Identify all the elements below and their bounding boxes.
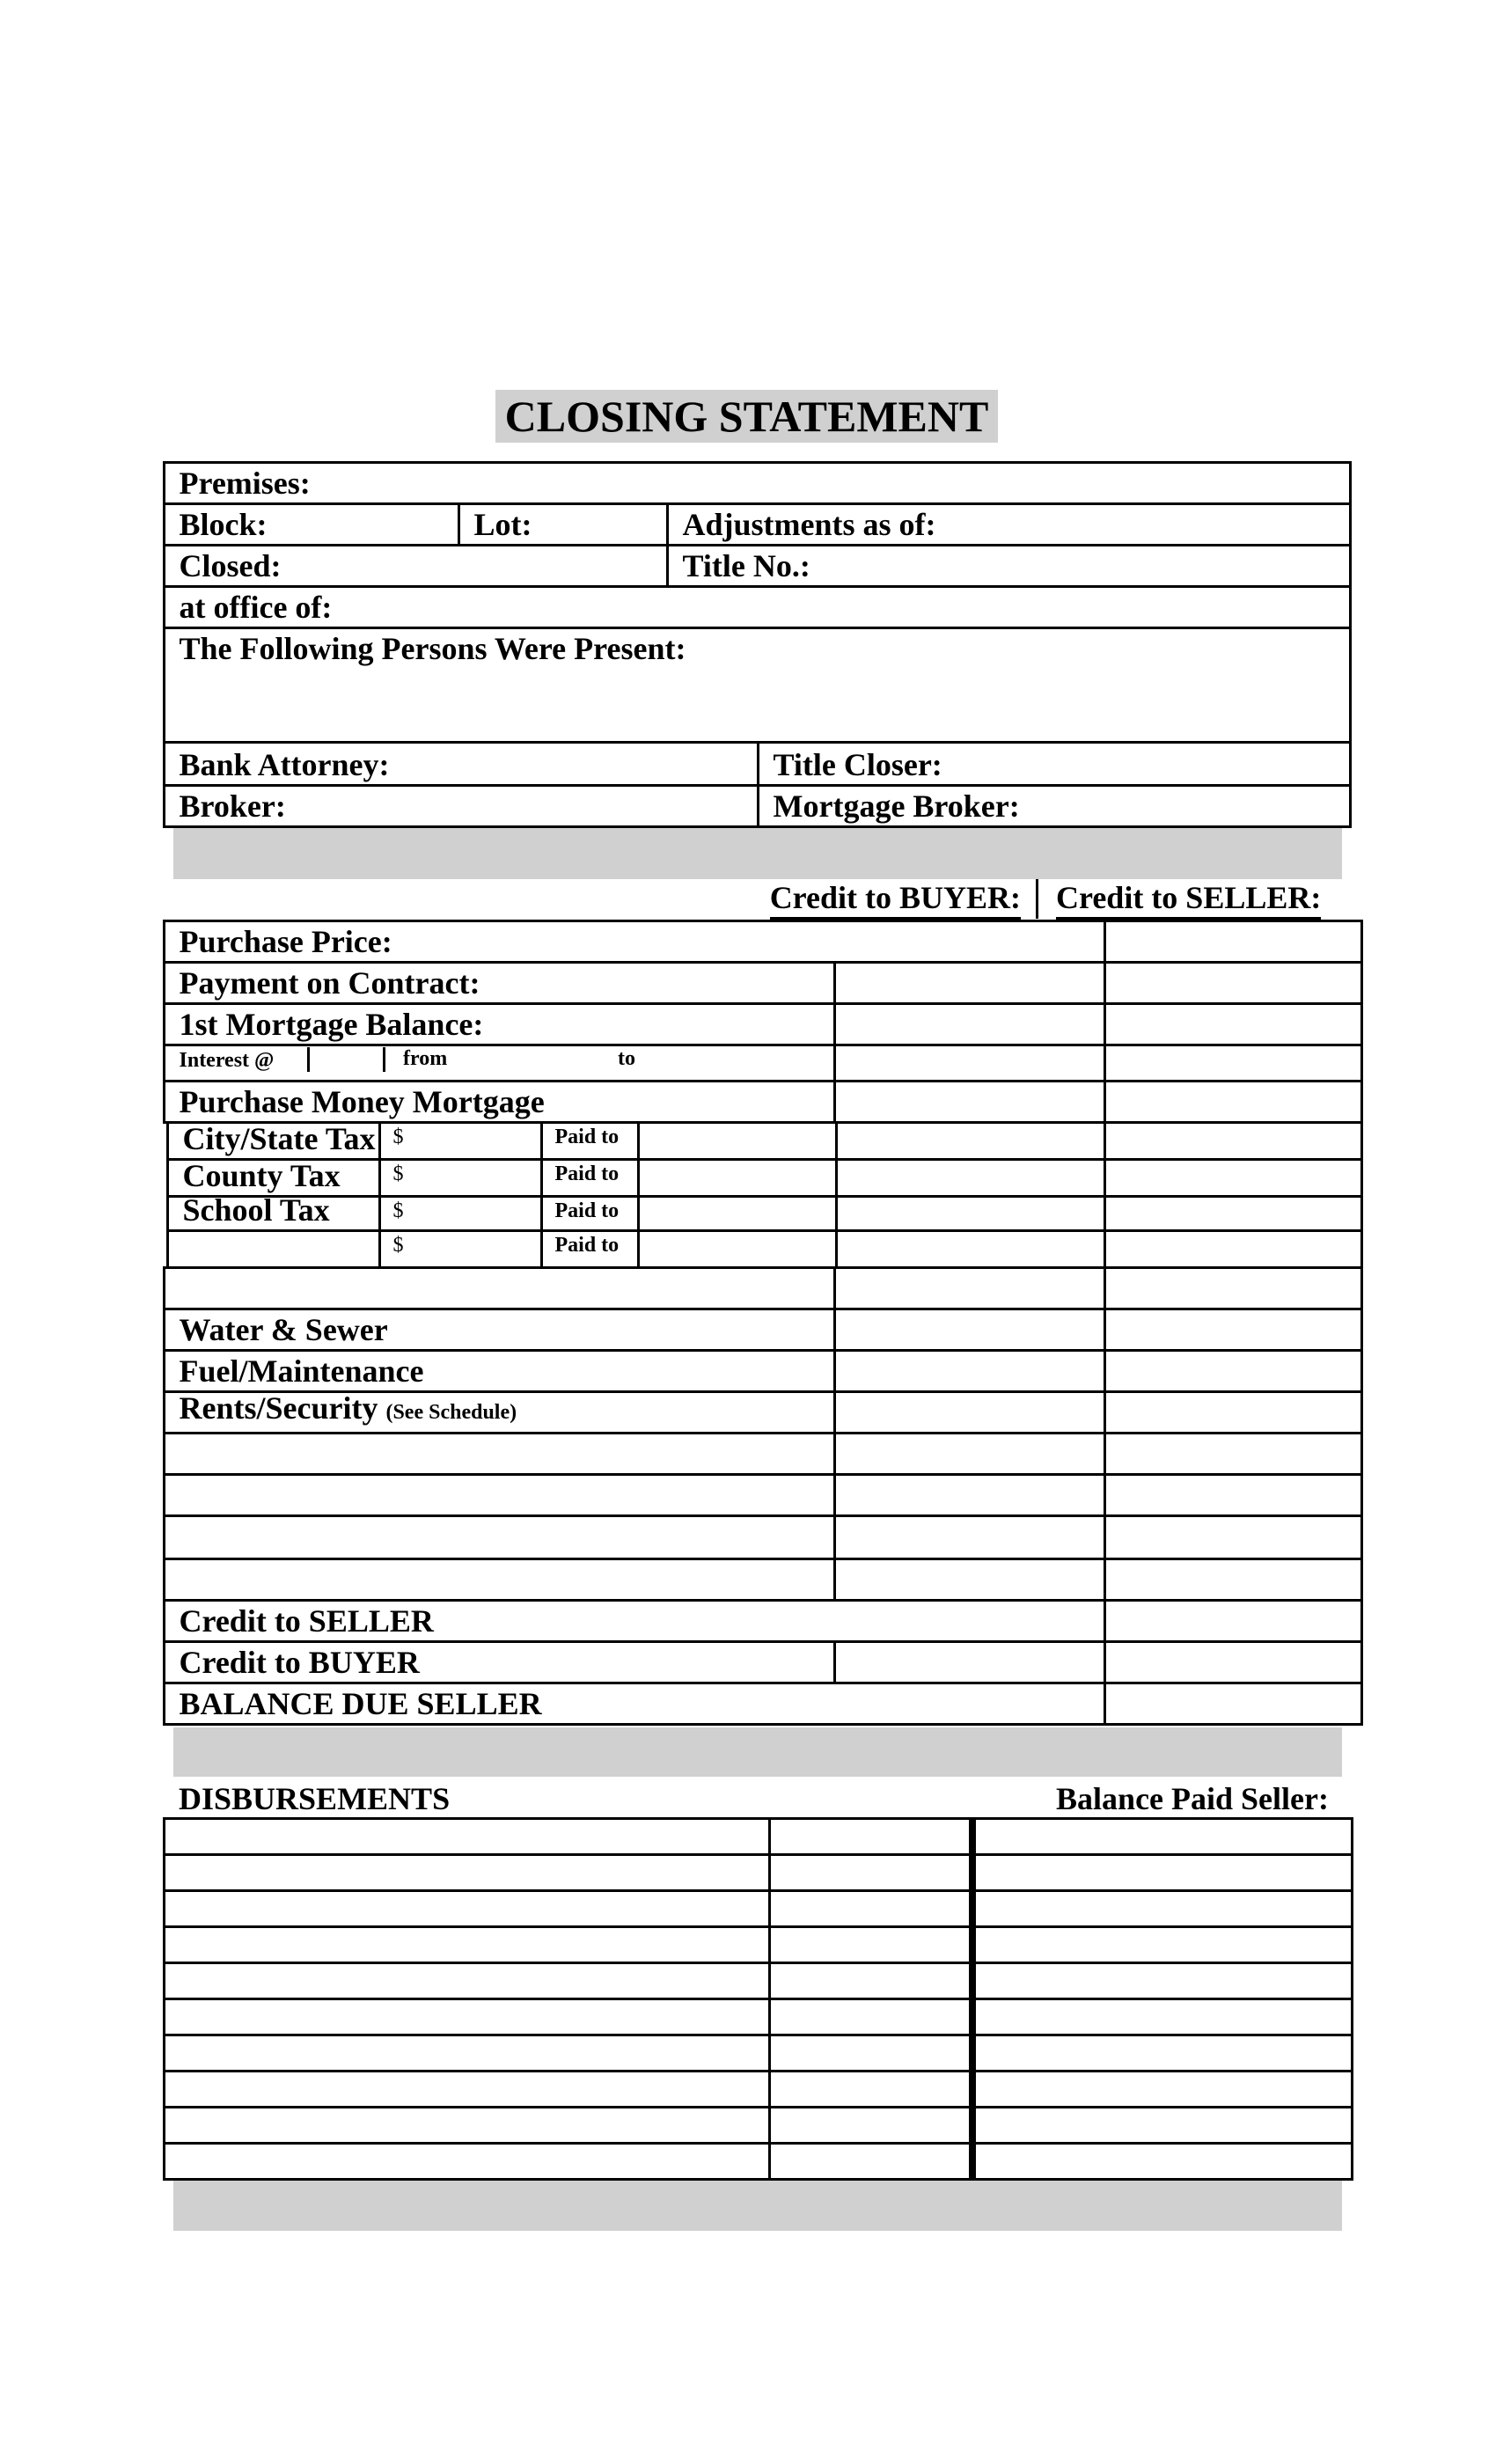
disbursement-amount-cell[interactable] bbox=[768, 1962, 974, 2000]
buyer-credit-cell[interactable] bbox=[833, 1390, 1106, 1434]
seller-credit-cell[interactable] bbox=[1104, 1308, 1363, 1352]
paid-to-label: Paid to bbox=[554, 1199, 620, 1222]
closed-field[interactable] bbox=[163, 544, 669, 588]
disbursement-description-cell[interactable] bbox=[163, 1889, 771, 1928]
disbursement-amount-cell[interactable] bbox=[768, 1998, 974, 2036]
disbursements-header: DISBURSEMENTS bbox=[179, 1781, 451, 1816]
blank-row[interactable] bbox=[163, 1558, 836, 1602]
balance-paid-cell[interactable] bbox=[972, 1889, 1353, 1928]
block-field[interactable] bbox=[163, 502, 460, 546]
balance-paid-cell[interactable] bbox=[972, 1998, 1353, 2036]
office-field[interactable] bbox=[163, 585, 1352, 629]
adjustments-field-label: Adjustments as of: bbox=[682, 506, 936, 542]
paid-to-label: Paid to bbox=[554, 1162, 620, 1185]
thick-column-divider bbox=[969, 1818, 976, 2180]
disbursement-amount-cell[interactable] bbox=[768, 2106, 974, 2145]
seller-credit-cell[interactable] bbox=[1104, 920, 1363, 964]
premises-field-label: Premises: bbox=[179, 465, 311, 501]
persons-present-field[interactable] bbox=[163, 627, 1352, 744]
interest-to-label: to bbox=[618, 1047, 635, 1070]
interest-row-label: Interest @ bbox=[179, 1048, 275, 1072]
paid-to-label-cell[interactable] bbox=[540, 1195, 640, 1232]
disbursement-description-cell[interactable] bbox=[163, 1962, 771, 2000]
buyer-credit-cell[interactable] bbox=[833, 1002, 1106, 1046]
seller-credit-cell[interactable] bbox=[1104, 1349, 1363, 1393]
separator-band bbox=[173, 1727, 1342, 1777]
seller-credit-cell[interactable] bbox=[1104, 1514, 1363, 1560]
water-sewer-row[interactable] bbox=[163, 1308, 836, 1352]
balance-paid-cell[interactable] bbox=[972, 1925, 1353, 1964]
tax-amount-cell[interactable] bbox=[378, 1158, 543, 1198]
seller-credit-cell[interactable] bbox=[1104, 1158, 1363, 1198]
tax-name-cell[interactable] bbox=[166, 1192, 381, 1232]
seller-credit-cell[interactable] bbox=[1104, 1121, 1363, 1161]
seller-credit-cell[interactable] bbox=[1104, 1229, 1363, 1269]
tax-name-cell-label: School Tax bbox=[182, 1192, 330, 1228]
interest-from-label: from bbox=[403, 1047, 448, 1070]
balance-paid-cell[interactable] bbox=[972, 2106, 1353, 2145]
credit-buyer-row[interactable] bbox=[163, 1640, 836, 1684]
credit-seller-row-label: Credit to SELLER bbox=[179, 1602, 434, 1639]
disbursement-amount-cell[interactable] bbox=[768, 2034, 974, 2072]
paid-to-label: Paid to bbox=[554, 1125, 620, 1148]
balance-paid-cell[interactable] bbox=[972, 1962, 1353, 2000]
buyer-credit-cell[interactable] bbox=[835, 1121, 1106, 1161]
interest-rate-box-right[interactable] bbox=[383, 1047, 385, 1072]
fuel-maintenance-row[interactable] bbox=[163, 1349, 836, 1393]
paid-to-field[interactable] bbox=[637, 1121, 838, 1161]
separator-band bbox=[173, 828, 1342, 879]
premises-field[interactable] bbox=[163, 461, 1352, 505]
purchase-price-row[interactable] bbox=[163, 920, 1106, 964]
tax-amount-cell[interactable] bbox=[378, 1229, 543, 1269]
page-title: CLOSING STATEMENT bbox=[495, 390, 998, 443]
buyer-credit-cell[interactable] bbox=[833, 1514, 1106, 1560]
disbursement-description-cell[interactable] bbox=[163, 2070, 771, 2108]
seller-credit-cell[interactable] bbox=[1104, 1002, 1363, 1046]
seller-credit-cell[interactable] bbox=[1104, 1080, 1363, 1124]
rents-security-row-label: Rents/Security (See Schedule) bbox=[179, 1390, 517, 1426]
disbursement-amount-cell[interactable] bbox=[768, 2070, 974, 2108]
dollar-sign: $ bbox=[392, 1162, 404, 1185]
purchase-price-row-label: Purchase Price: bbox=[179, 923, 392, 959]
blank-row[interactable] bbox=[163, 1432, 836, 1476]
buyer-credit-cell[interactable] bbox=[833, 1558, 1106, 1602]
balance-due-seller-row[interactable] bbox=[163, 1682, 1106, 1726]
buyer-credit-cell[interactable] bbox=[835, 1229, 1106, 1269]
closed-field-label: Closed: bbox=[179, 547, 282, 583]
seller-credit-cell[interactable] bbox=[1104, 1044, 1363, 1082]
title-no-field[interactable] bbox=[666, 544, 1352, 588]
lot-field-label: Lot: bbox=[473, 506, 532, 542]
purchase-money-mortgage-row[interactable] bbox=[163, 1080, 836, 1124]
disbursement-description-cell[interactable] bbox=[163, 2034, 771, 2072]
dollar-sign: $ bbox=[392, 1233, 404, 1257]
tax-name-cell[interactable] bbox=[166, 1121, 381, 1161]
rents-security-row[interactable] bbox=[163, 1390, 836, 1434]
payment-on-contract-row[interactable] bbox=[163, 961, 836, 1005]
bank-attorney-field[interactable] bbox=[163, 741, 759, 787]
interest-row[interactable] bbox=[163, 1044, 836, 1082]
seller-credit-cell[interactable] bbox=[1104, 961, 1363, 1005]
first-mortgage-row[interactable] bbox=[163, 1002, 836, 1046]
mortgage-broker-field-label: Mortgage Broker: bbox=[773, 788, 1020, 824]
paid-to-label-cell[interactable] bbox=[540, 1229, 640, 1269]
balance-due-seller-row-label: BALANCE DUE SELLER bbox=[179, 1685, 542, 1721]
tax-amount-cell[interactable] bbox=[378, 1195, 543, 1232]
buyer-credit-cell[interactable] bbox=[833, 1473, 1106, 1517]
balance-paid-cell[interactable] bbox=[972, 2034, 1353, 2072]
dollar-sign: $ bbox=[392, 1199, 404, 1222]
water-sewer-row-label: Water & Sewer bbox=[179, 1311, 388, 1347]
paid-to-label-cell[interactable] bbox=[540, 1158, 640, 1198]
balance-paid-cell[interactable] bbox=[972, 1817, 1353, 1856]
seller-credit-cell[interactable] bbox=[1104, 1682, 1363, 1726]
title-closer-field[interactable] bbox=[757, 741, 1352, 787]
title-closer-field-label: Title Closer: bbox=[773, 746, 942, 782]
tax-amount-cell[interactable] bbox=[378, 1121, 543, 1161]
balance-paid-cell[interactable] bbox=[972, 2070, 1353, 2108]
buyer-credit-cell[interactable] bbox=[833, 1349, 1106, 1393]
disbursement-amount-cell[interactable] bbox=[768, 2142, 974, 2181]
balance-paid-cell[interactable] bbox=[972, 2142, 1353, 2181]
buyer-credit-cell[interactable] bbox=[833, 1080, 1106, 1124]
see-schedule-note: (See Schedule) bbox=[385, 1400, 517, 1424]
disbursement-description-cell[interactable] bbox=[163, 1853, 771, 1892]
tax-name-cell-label: County Tax bbox=[182, 1157, 341, 1193]
adjustments-field[interactable] bbox=[666, 502, 1352, 546]
seller-credit-cell[interactable] bbox=[1104, 1640, 1363, 1684]
credit-buyer-header: Credit to BUYER: bbox=[770, 878, 1021, 920]
mortgage-broker-field[interactable] bbox=[757, 784, 1352, 828]
buyer-credit-cell[interactable] bbox=[833, 1640, 1106, 1684]
tax-name-cell-label: City/State Tax bbox=[182, 1120, 376, 1156]
seller-credit-cell[interactable] bbox=[1104, 1390, 1363, 1434]
disbursement-description-cell[interactable] bbox=[163, 1817, 771, 1856]
tax-name-cell[interactable] bbox=[166, 1229, 381, 1269]
block-field-label: Block: bbox=[179, 506, 268, 542]
disbursement-description-cell[interactable] bbox=[163, 1998, 771, 2036]
disbursement-description-cell[interactable] bbox=[163, 2142, 771, 2181]
buyer-credit-cell[interactable] bbox=[833, 1266, 1106, 1310]
seller-credit-cell[interactable] bbox=[1104, 1432, 1363, 1476]
fuel-maintenance-row-label: Fuel/Maintenance bbox=[179, 1353, 424, 1389]
disbursement-description-cell[interactable] bbox=[163, 2106, 771, 2145]
seller-credit-cell[interactable] bbox=[1104, 1473, 1363, 1517]
first-mortgage-row-label: 1st Mortgage Balance: bbox=[179, 1006, 484, 1042]
seller-credit-cell[interactable] bbox=[1104, 1599, 1363, 1643]
buyer-credit-cell[interactable] bbox=[833, 961, 1106, 1005]
broker-field-label: Broker: bbox=[179, 788, 286, 824]
separator-band bbox=[173, 2181, 1342, 2231]
broker-field[interactable] bbox=[163, 784, 759, 828]
buyer-credit-cell[interactable] bbox=[833, 1308, 1106, 1352]
disbursement-amount-cell[interactable] bbox=[768, 1853, 974, 1892]
seller-credit-cell[interactable] bbox=[1104, 1195, 1363, 1232]
buyer-credit-cell[interactable] bbox=[835, 1195, 1106, 1232]
blank-row[interactable] bbox=[163, 1266, 836, 1310]
disbursement-amount-cell[interactable] bbox=[768, 1817, 974, 1856]
buyer-credit-cell[interactable] bbox=[833, 1044, 1106, 1082]
paid-to-label-cell[interactable] bbox=[540, 1121, 640, 1161]
disbursement-description-cell[interactable] bbox=[163, 1925, 771, 1964]
paid-to-field[interactable] bbox=[637, 1158, 838, 1198]
dollar-sign: $ bbox=[392, 1125, 404, 1148]
credit-seller-row[interactable] bbox=[163, 1599, 1106, 1643]
blank-row[interactable] bbox=[163, 1473, 836, 1517]
bank-attorney-field-label: Bank Attorney: bbox=[179, 746, 390, 782]
seller-credit-cell[interactable] bbox=[1104, 1558, 1363, 1602]
title-no-field-label: Title No.: bbox=[682, 547, 810, 583]
paid-to-field[interactable] bbox=[637, 1229, 838, 1269]
interest-rate-box-left bbox=[307, 1047, 310, 1072]
disbursement-amount-cell[interactable] bbox=[768, 1889, 974, 1928]
office-field-label: at office of: bbox=[179, 589, 333, 625]
buyer-credit-cell[interactable] bbox=[835, 1158, 1106, 1198]
paid-to-field[interactable] bbox=[637, 1195, 838, 1232]
balance-paid-seller-header: Balance Paid Seller: bbox=[1056, 1781, 1329, 1816]
seller-credit-cell[interactable] bbox=[1104, 1266, 1363, 1310]
balance-paid-cell[interactable] bbox=[972, 1853, 1353, 1892]
purchase-money-mortgage-row-label: Purchase Money Mortgage bbox=[179, 1083, 545, 1119]
credit-seller-header: Credit to SELLER: bbox=[1056, 878, 1321, 920]
buyer-credit-cell[interactable] bbox=[833, 1432, 1106, 1476]
persons-present-label: The Following Persons Were Present: bbox=[179, 630, 686, 666]
paid-to-label: Paid to bbox=[554, 1233, 620, 1257]
disbursement-amount-cell[interactable] bbox=[768, 1925, 974, 1964]
lot-field[interactable] bbox=[458, 502, 669, 546]
blank-row[interactable] bbox=[163, 1514, 836, 1560]
credit-buyer-row-label: Credit to BUYER bbox=[179, 1644, 420, 1680]
column-divider bbox=[1036, 879, 1038, 919]
payment-on-contract-row-label: Payment on Contract: bbox=[179, 964, 480, 1001]
